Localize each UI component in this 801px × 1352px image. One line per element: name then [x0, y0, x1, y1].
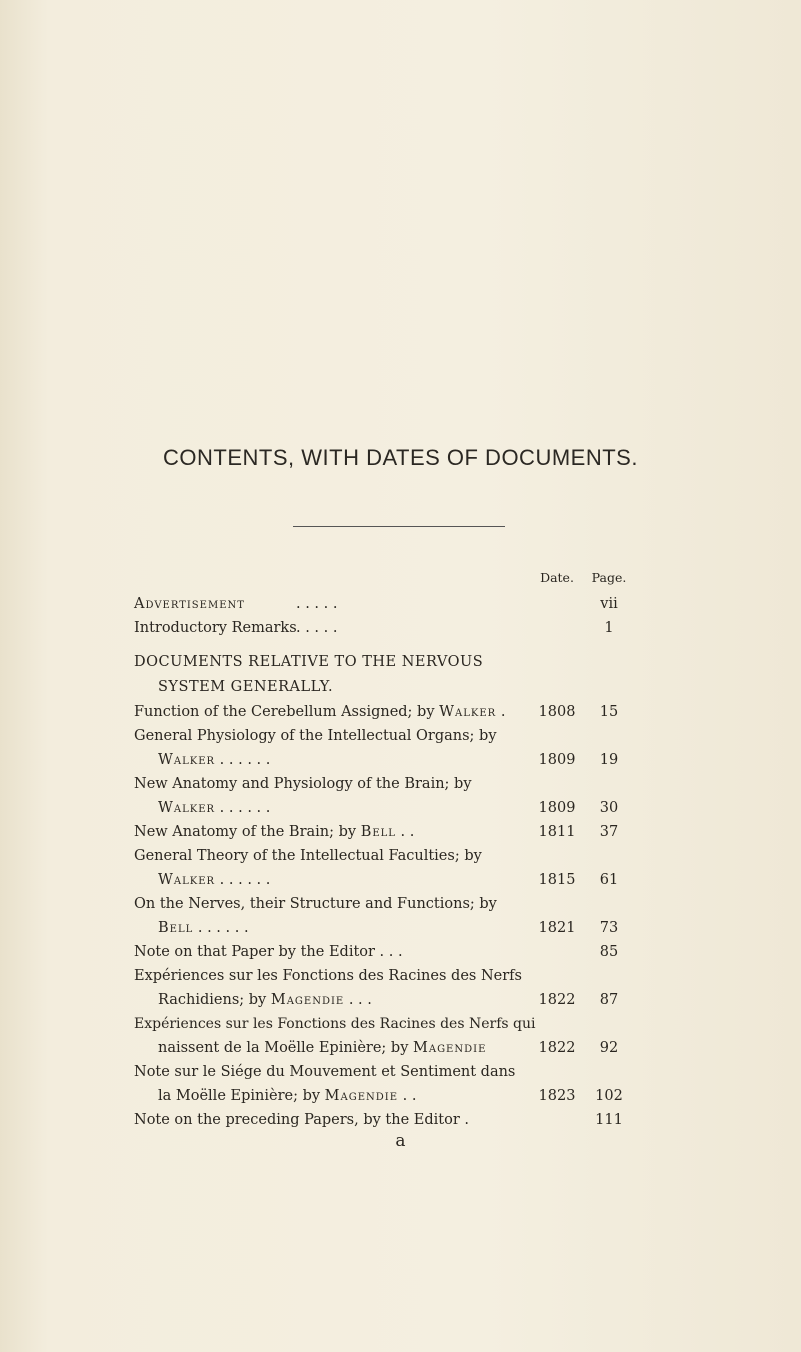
entry-page: 37: [599, 824, 619, 840]
entry-leader: . . . . . .: [215, 752, 271, 768]
entry-line: Note on that Paper by the Editor . . .: [134, 944, 403, 960]
entry-leader: . . . . . .: [193, 920, 249, 936]
entry-line: [134, 703, 505, 721]
entry-text: New Anatomy of the Brain; by: [134, 824, 361, 840]
entry-author: Walker: [439, 704, 497, 720]
entry-page: 61: [599, 872, 619, 888]
page-column-header: Page.: [591, 570, 627, 585]
entry-line: [158, 799, 270, 817]
entry-date: 1808: [538, 704, 576, 720]
entry-line: New Anatomy and Physiology of the Brain; by: [134, 776, 472, 792]
entry-page: 111: [595, 1112, 623, 1128]
entry-line: On the Nerves, their Structure and Functions; by: [134, 896, 497, 912]
entry-date: 1815: [538, 872, 576, 888]
entry-page: 102: [595, 1088, 623, 1104]
entry-line: [158, 1039, 486, 1057]
entry-introductory-dots: . . . . .: [296, 620, 338, 636]
entry-advertisement-page: vii: [600, 596, 618, 612]
entry-page: 73: [599, 920, 619, 936]
entry-author: Magendie: [413, 1040, 487, 1056]
entry-date: 1809: [538, 752, 576, 768]
entry-date: 1822: [538, 992, 576, 1008]
entry-text: Rachidiens; by: [158, 992, 271, 1008]
entry-page: 30: [599, 800, 619, 816]
date-column-header: Date.: [540, 570, 574, 585]
entry-line: [158, 991, 372, 1009]
entry-line: [134, 823, 414, 841]
entry-line: [158, 871, 270, 889]
section-heading-line1: DOCUMENTS RELATIVE TO THE NERVOUS: [134, 654, 484, 670]
entry-line: General Theory of the Intellectual Faculties; by: [134, 848, 482, 864]
entry-text: Function of the Cerebellum Assigned; by: [134, 704, 440, 720]
entry-introductory-label: Introductory Remarks: [134, 620, 297, 636]
entry-date: 1821: [538, 920, 576, 936]
entry-page: 15: [599, 704, 619, 720]
entry-author: Walker: [158, 872, 216, 888]
entry-page: 92: [599, 1040, 619, 1056]
entry-line: [158, 1087, 416, 1105]
entry-line: [158, 751, 270, 769]
section-heading-line2: SYSTEM GENERALLY.: [158, 679, 334, 695]
entry-line: Note sur le Siége du Mouvement et Sentiment dans: [134, 1064, 516, 1080]
entry-author: Bell: [158, 920, 194, 936]
entry-leader: . . .: [344, 992, 372, 1008]
title-rule: [293, 526, 505, 527]
entry-leader: .: [496, 704, 506, 720]
entry-author: Walker: [158, 752, 216, 768]
entry-page: 19: [599, 752, 619, 768]
entry-leader: . . . . . .: [215, 800, 271, 816]
entry-text: naissent de la Moëlle Epinière; by: [158, 1040, 413, 1056]
entry-author: Magendie: [324, 1088, 399, 1104]
entry-date: 1811: [538, 824, 576, 840]
entry-page: 87: [599, 992, 619, 1008]
entry-page: 85: [599, 944, 619, 960]
signature-mark: a: [395, 1131, 406, 1151]
entry-author: Walker: [158, 800, 216, 816]
page-title: CONTENTS, WITH DATES OF DOCUMENTS.: [163, 445, 638, 470]
entry-line: Note on the preceding Papers, by the Editor .: [134, 1112, 469, 1128]
entry-date: 1809: [538, 800, 576, 816]
entry-text: la Moëlle Epinière; by: [158, 1088, 325, 1104]
entry-date: 1823: [538, 1088, 576, 1104]
entry-advertisement-label: Advertisement: [134, 596, 245, 612]
entry-line: General Physiology of the Intellectual Organs; by: [134, 728, 497, 744]
entry-line: Expériences sur les Fonctions des Racines des Nerfs: [134, 968, 522, 984]
entry-line: [158, 919, 249, 937]
entry-leader: . .: [398, 1088, 417, 1104]
entry-date: 1822: [538, 1040, 576, 1056]
entry-advertisement-dots: . . . . .: [296, 596, 338, 612]
entry-line: Expériences sur les Fonctions des Racines des Nerfs qui: [134, 1016, 536, 1032]
entry-author: Magendie: [270, 992, 345, 1008]
entry-introductory-page: 1: [604, 620, 614, 636]
entry-leader: . . . . . .: [215, 872, 271, 888]
entry-leader: . .: [395, 824, 415, 840]
entry-author: Bell: [360, 824, 396, 840]
